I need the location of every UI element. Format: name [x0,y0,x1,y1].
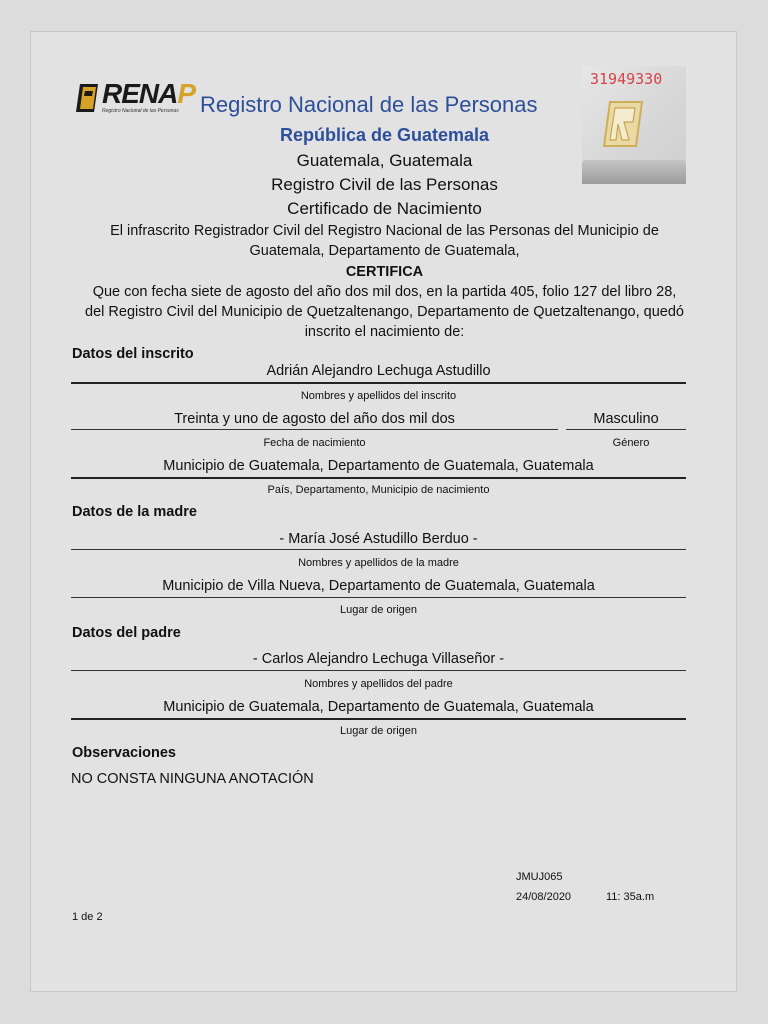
padre-origin-line [71,718,686,720]
body-line-2: del Registro Civil del Municipio de Quetzaltenango, Departamento de Quetzaltenango, quedó [85,304,684,320]
section-inscrito: Datos del inscrito [72,346,194,362]
padre-origin: Municipio de Guatemala, Departamento de Guatemala, Guatemala [163,699,594,715]
section-madre: Datos de la madre [72,504,197,520]
city-line: Guatemala, Guatemala [296,151,473,170]
madre-origin-line [71,597,686,598]
renap-logo-subtitle: Registro Nacional de las Personas [102,108,179,114]
footer-time: 11: 35a.m [606,891,655,903]
gender: Masculino [593,411,659,427]
observaciones-text: NO CONSTA NINGUNA ANOTACIÓN [71,771,314,787]
body-line-1: Que con fecha siete de agosto del año dos mil dos, en la partida 405, folio 127 del libro 28, [92,284,677,300]
serial-number: 31949330 [590,70,663,88]
gender-label: Género [612,437,650,449]
certifica-heading: CERTIFICA [345,264,424,280]
renap-logo-letter: P [177,78,196,109]
inscrito-name: Adrián Alejandro Lechuga Astudillo [266,363,491,379]
footer-date: 24/08/2020 [516,891,572,903]
padre-origin-label: Lugar de origen [339,725,418,737]
madre-origin: Municipio de Villa Nueva, Departamento de Guatemala, Guatemala [162,578,595,594]
madre-name-label: Nombres y apellidos de la madre [298,557,459,569]
birth-date-line [71,429,558,430]
birthplace-line [71,477,686,479]
intro-line-2: Guatemala, Departamento de Guatemala, [249,243,520,259]
registry-line: Registro Civil de las Personas [271,175,498,194]
madre-origin-label: Lugar de origen [339,604,418,616]
inscrito-name-label: Nombres y apellidos del inscrito [300,390,457,402]
birthplace: Municipio de Guatemala, Departamento de Guatemala, Guatemala [163,458,594,474]
body-line-3: inscrito el nacimiento de: [304,324,465,340]
padre-name-label: Nombres y apellidos del padre [304,678,453,690]
gender-line [566,429,686,430]
madre-name: - María José Astudillo Berduo - [279,531,478,547]
section-observaciones: Observaciones [72,745,176,761]
intro-line-1: El infrascrito Registrador Civil del Registro Nacional de las Personas del Municipio de [110,223,659,239]
birth-date-label: Fecha de nacimiento [263,437,366,449]
org-title: Registro Nacional de las Personas [200,92,538,117]
padre-name-line [71,670,686,671]
section-padre: Datos del padre [72,625,181,641]
renap-logo-text: RENAP [102,78,196,109]
page-number: 1 de 2 [72,911,103,923]
inscrito-name-line [71,382,686,384]
footer-code: JMUJ065 [516,871,563,883]
certificate-page [30,31,737,992]
document-type: Certificado de Nacimiento [287,199,482,218]
renap-logo-icon [76,82,102,114]
padre-name: - Carlos Alejandro Lechuga Villaseñor - [252,651,505,667]
republic-title: República de Guatemala [279,125,490,145]
madre-name-line [71,549,686,550]
birth-date: Treinta y uno de agosto del año dos mil dos [174,411,455,427]
birthplace-label: País, Departamento, Municipio de nacimiento [267,484,490,496]
